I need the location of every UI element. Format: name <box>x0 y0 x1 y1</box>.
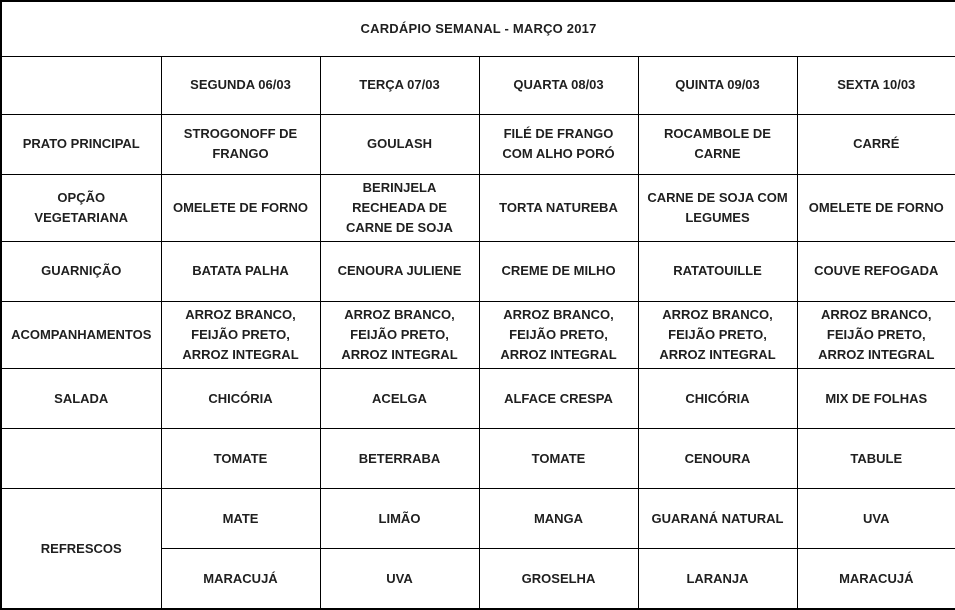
column-header-wednesday: QUARTA 08/03 <box>479 56 638 114</box>
menu-cell: TOMATE <box>161 429 320 489</box>
menu-cell: OMELETE DE FORNO <box>161 174 320 241</box>
table-row-accompaniments <box>1 301 955 368</box>
row-label-empty <box>1 429 161 489</box>
row-label-side-dish: GUARNIÇÃO <box>1 241 161 301</box>
menu-cell: ARROZ BRANCO, FEIJÃO PRETO, ARROZ INTEGRAL <box>638 301 797 368</box>
menu-cell: BATATA PALHA <box>161 241 320 301</box>
menu-cell: MARACUJÁ <box>797 549 955 609</box>
menu-cell: MARACUJÁ <box>161 549 320 609</box>
menu-cell: ALFACE CRESPA <box>479 369 638 429</box>
column-header-tuesday: TERÇA 07/03 <box>320 56 479 114</box>
menu-cell: GUARANÁ NATURAL <box>638 489 797 549</box>
menu-cell: ROCAMBOLE DE CARNE <box>638 114 797 174</box>
table-row-salad-2 <box>1 429 955 489</box>
menu-cell: GROSELHA <box>479 549 638 609</box>
menu-cell: LIMÃO <box>320 489 479 549</box>
row-label-main-dish: PRATO PRINCIPAL <box>1 114 161 174</box>
menu-cell: ARROZ BRANCO, FEIJÃO PRETO, ARROZ INTEGRAL <box>479 301 638 368</box>
menu-cell: COUVE REFOGADA <box>797 241 955 301</box>
menu-cell: OMELETE DE FORNO <box>797 174 955 241</box>
menu-cell: MANGA <box>479 489 638 549</box>
menu-cell: CENOURA <box>638 429 797 489</box>
menu-cell: MIX DE FOLHAS <box>797 369 955 429</box>
menu-cell: UVA <box>320 549 479 609</box>
page-title: CARDÁPIO SEMANAL - MARÇO 2017 <box>1 1 955 56</box>
row-label-salad: SALADA <box>1 369 161 429</box>
column-header-thursday: QUINTA 09/03 <box>638 56 797 114</box>
menu-cell: CHICÓRIA <box>638 369 797 429</box>
row-label-vegetarian-option: OPÇÃO VEGETARIANA <box>1 174 161 241</box>
column-header-monday: SEGUNDA 06/03 <box>161 56 320 114</box>
corner-empty-cell <box>1 56 161 114</box>
row-label-accompaniments: ACOMPANHAMENTOS <box>1 301 161 368</box>
menu-cell: BERINJELA RECHEADA DE CARNE DE SOJA <box>320 174 479 241</box>
menu-cell: RATATOUILLE <box>638 241 797 301</box>
menu-cell: STROGONOFF DE FRANGO <box>161 114 320 174</box>
menu-cell: CENOURA JULIENE <box>320 241 479 301</box>
column-header-friday: SEXTA 10/03 <box>797 56 955 114</box>
menu-cell: GOULASH <box>320 114 479 174</box>
menu-cell: ARROZ BRANCO, FEIJÃO PRETO, ARROZ INTEGRAL <box>797 301 955 368</box>
menu-cell: CARNE DE SOJA COM LEGUMES <box>638 174 797 241</box>
menu-cell: TABULE <box>797 429 955 489</box>
menu-cell: ARROZ BRANCO, FEIJÃO PRETO, ARROZ INTEGRAL <box>161 301 320 368</box>
menu-cell: ACELGA <box>320 369 479 429</box>
menu-cell: UVA <box>797 489 955 549</box>
table-row-drinks-1 <box>1 489 955 549</box>
menu-cell: CARRÉ <box>797 114 955 174</box>
menu-cell: CREME DE MILHO <box>479 241 638 301</box>
table-row-salad-1 <box>1 369 955 429</box>
menu-cell: LARANJA <box>638 549 797 609</box>
table-row-main-dish <box>1 114 955 174</box>
day-header-row <box>1 56 955 114</box>
menu-cell: CHICÓRIA <box>161 369 320 429</box>
table-row-vegetarian-option <box>1 174 955 241</box>
table-row-side-dish <box>1 241 955 301</box>
menu-cell: TORTA NATUREBA <box>479 174 638 241</box>
menu-cell: ARROZ BRANCO, FEIJÃO PRETO, ARROZ INTEGRAL <box>320 301 479 368</box>
menu-cell: TOMATE <box>479 429 638 489</box>
menu-cell: FILÉ DE FRANGO COM ALHO PORÓ <box>479 114 638 174</box>
row-label-drinks: REFRESCOS <box>1 489 161 609</box>
menu-cell: BETERRABA <box>320 429 479 489</box>
title-row <box>1 1 955 56</box>
menu-cell: MATE <box>161 489 320 549</box>
